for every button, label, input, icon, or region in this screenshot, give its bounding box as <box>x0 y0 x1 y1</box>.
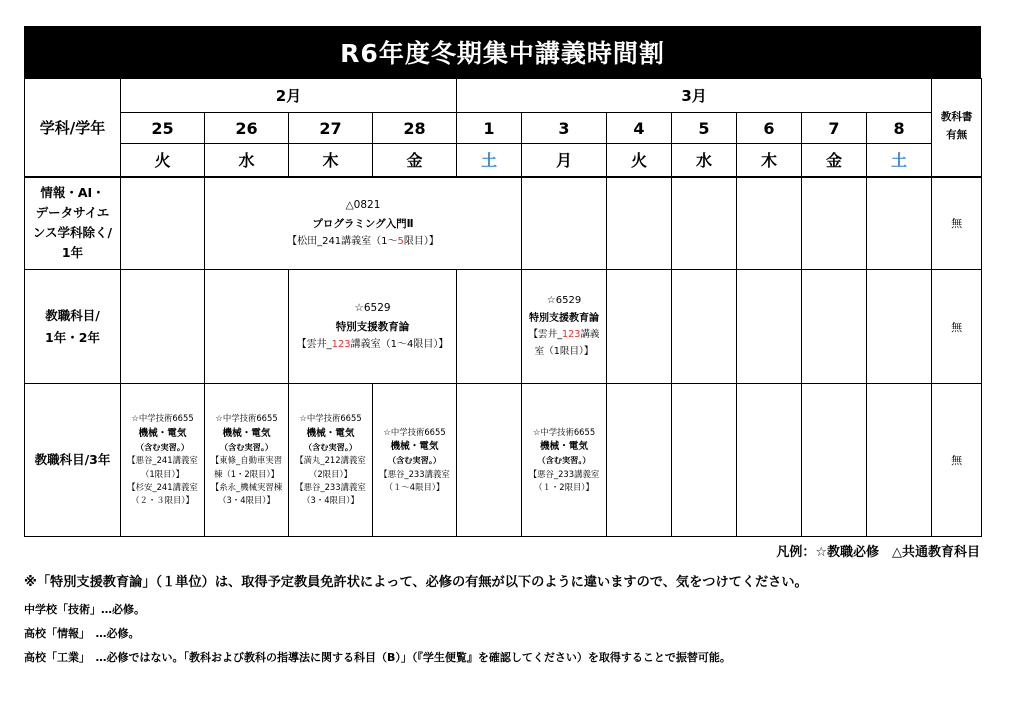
course-room: 【雲井_123講義室（1～4限目）】 <box>296 339 449 351</box>
date-cell: 4 <box>607 113 672 144</box>
course-cell <box>522 270 607 384</box>
empty-cell <box>802 270 867 384</box>
empty-cell <box>121 177 205 270</box>
course-room: 【雲井_123講義 <box>528 329 600 341</box>
empty-cell <box>802 384 867 537</box>
note-line: 中学校「技術」…必修。 <box>24 603 145 616</box>
course-code: ☆6529 <box>354 302 391 315</box>
empty-cell <box>607 177 672 270</box>
course-cell: ☆中学技術6655 機械・電気 （含む実習。） 【東條_自動車実習 棟（1・2限目）】 【糸永_機械実習棟 （3・4限目）】 <box>205 384 289 537</box>
date-cell: 26 <box>205 113 289 144</box>
textbook-cell: 無 <box>932 177 982 270</box>
empty-cell <box>607 384 672 537</box>
empty-cell <box>867 270 932 384</box>
dept-cell: 教職科目/3年 <box>25 384 121 537</box>
header-date-row <box>25 113 982 144</box>
legend: 凡例：☆教職必修 △共通教育科目 <box>776 545 980 560</box>
course-cell: ☆中学技術6655 機械・電気 （含む実習。） 【満丸_212講義室 （2限目）】 【悪谷_233講義室 （3・4限目）】 <box>289 384 373 537</box>
table-row <box>25 270 982 384</box>
weekday-cell: 水 <box>672 144 737 177</box>
weekday-cell-saturday: 土 <box>457 144 522 177</box>
weekday-cell: 火 <box>121 144 205 177</box>
empty-cell <box>522 177 607 270</box>
empty-cell <box>802 177 867 270</box>
course-cell <box>205 177 522 270</box>
date-cell: 3 <box>522 113 607 144</box>
empty-cell <box>737 384 802 537</box>
page-title: R6年度冬期集中講義時間割 <box>24 26 981 78</box>
header-day-row <box>25 144 982 177</box>
empty-cell <box>867 384 932 537</box>
timetable <box>24 78 982 537</box>
empty-cell <box>457 384 522 537</box>
empty-cell <box>672 270 737 384</box>
weekday-cell: 月 <box>522 144 607 177</box>
table-row <box>25 177 982 270</box>
date-cell: 25 <box>121 113 205 144</box>
empty-cell <box>867 177 932 270</box>
course-cell <box>289 270 457 384</box>
empty-cell <box>737 177 802 270</box>
dept-cell: 教職科目/ 1年・2年 <box>25 270 121 384</box>
textbook-cell: 無 <box>932 384 982 537</box>
date-cell: 7 <box>802 113 867 144</box>
note-main: ※「特別支援教育論」（１単位）は、取得予定教員免許状によって、必修の有無が以下のように違いますので、気をつけてください。 <box>24 575 808 590</box>
course-name: プログラミング入門Ⅱ <box>312 217 414 230</box>
course-room: 【松田_241講義室（1～5限目）】 <box>287 235 439 247</box>
weekday-cell: 木 <box>737 144 802 177</box>
empty-cell <box>607 270 672 384</box>
date-cell: 8 <box>867 113 932 144</box>
weekday-cell: 水 <box>205 144 289 177</box>
dept-header: 学科/学年 <box>25 79 121 177</box>
header-month-row <box>25 79 982 113</box>
weekday-cell: 木 <box>289 144 373 177</box>
course-cell: ☆中学技術6655 機械・電気 （含む実習。） 【悪谷_233講義室 （１～4限目）】 <box>373 384 457 537</box>
weekday-cell: 金 <box>373 144 457 177</box>
course-name: 特別支援教育論 <box>529 312 599 324</box>
date-cell: 28 <box>373 113 457 144</box>
weekday-cell-saturday: 土 <box>867 144 932 177</box>
course-room: 室（1限目）】 <box>534 346 594 357</box>
empty-cell <box>672 177 737 270</box>
empty-cell <box>672 384 737 537</box>
note-line: 高校「工業」 …必修ではない。「教科および教科の指導法に関する科目（B）」（『学生便覧』を確認してください）を取得することで振替可能。 <box>24 651 731 664</box>
empty-cell <box>121 270 205 384</box>
month-feb: 2月 <box>121 79 457 113</box>
month-mar: 3月 <box>457 79 932 113</box>
dept-cell: 情報・AI・ データサイエ ンス学科除く/ 1年 <box>25 177 121 270</box>
note-line: 高校「情報」 …必修。 <box>24 627 140 640</box>
table-row <box>25 384 982 537</box>
date-cell: 27 <box>289 113 373 144</box>
course-name: 特別支援教育論 <box>335 320 410 333</box>
course-code: △0821 <box>345 199 381 212</box>
empty-cell <box>205 270 289 384</box>
course-code: ☆6529 <box>546 295 582 307</box>
course-cell: ☆中学技術6655 機械・電気 （含む実習。） 【悪谷_241講義室 （1限目）】 【杉安_241講義室 （２・３限目）】 <box>121 384 205 537</box>
empty-cell <box>457 270 522 384</box>
empty-cell <box>737 270 802 384</box>
textbook-cell: 無 <box>932 270 982 384</box>
textbook-header: 教科書 有無 <box>932 79 982 177</box>
weekday-cell: 金 <box>802 144 867 177</box>
course-cell: ☆中学技術6655 機械・電気 （含む実習。） 【悪谷_233講義室 （１・2限目）】 <box>522 384 607 537</box>
weekday-cell: 火 <box>607 144 672 177</box>
date-cell: 1 <box>457 113 522 144</box>
date-cell: 6 <box>737 113 802 144</box>
date-cell: 5 <box>672 113 737 144</box>
